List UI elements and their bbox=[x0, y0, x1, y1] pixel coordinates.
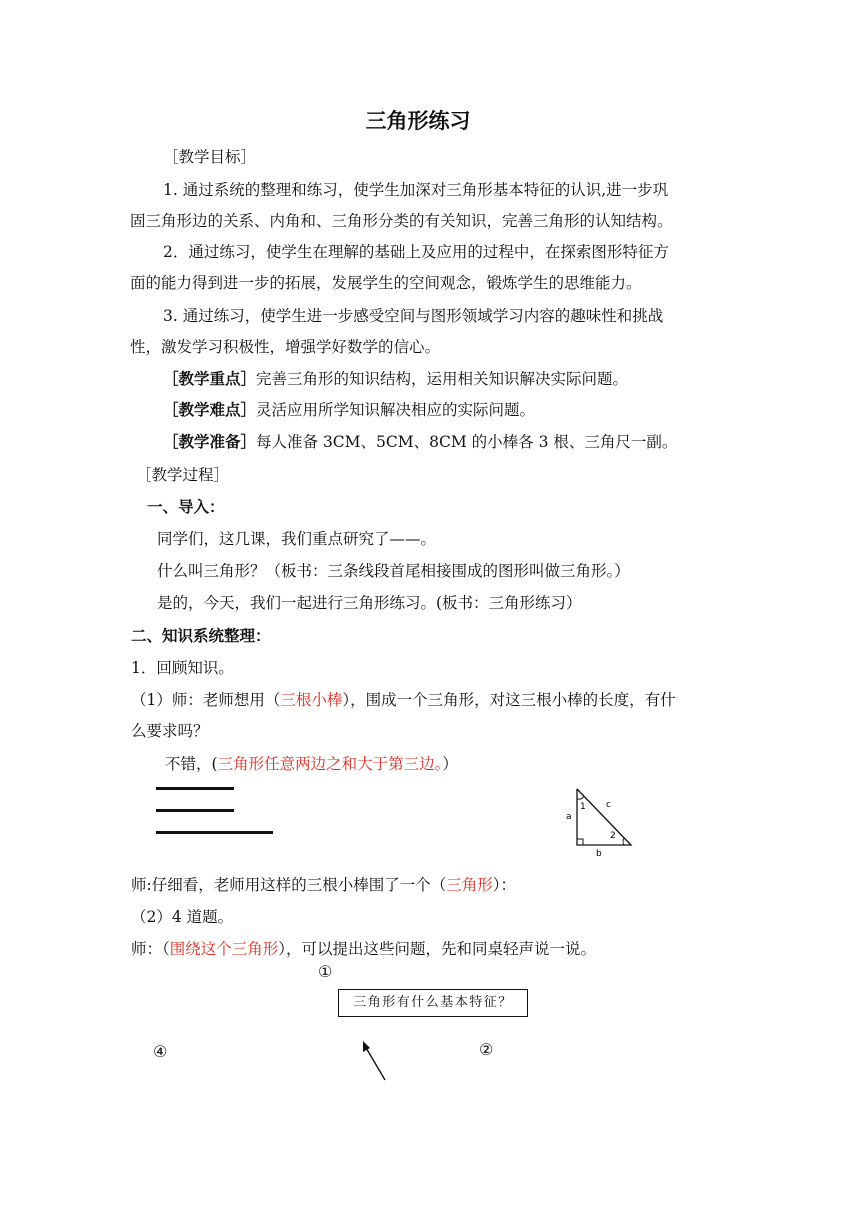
question-box-1: 三角形有什么基本特征？ bbox=[338, 989, 528, 1017]
look-pre: 师:仔细看，老师用这样的三根小棒围了一个（ bbox=[131, 876, 447, 894]
question-1-line-1 bbox=[131, 690, 676, 710]
answer-post: ） bbox=[442, 755, 458, 773]
side-c-label: c bbox=[606, 800, 611, 810]
objective-2-line-2: 面的能力得到进一步的拓展，发展学生的空间观念，锻炼学生的思维能力。 bbox=[130, 274, 642, 292]
arrow-shaft bbox=[365, 1046, 385, 1080]
objective-3-line-1: 3. 通过练习，使学生进一步感受空间与图形领域学习内容的趣味性和挑战 bbox=[163, 307, 664, 325]
answer-pre: 不错，( bbox=[165, 755, 218, 773]
side-b-label: b bbox=[596, 849, 602, 859]
process-heading: ［教学过程］ bbox=[136, 466, 230, 484]
look-line bbox=[131, 875, 516, 895]
look-post: ）： bbox=[492, 876, 517, 894]
key-point-label: ［教学重点］ bbox=[163, 369, 257, 388]
answer-line bbox=[165, 754, 458, 774]
item-1-review: 1．回顾知识。 bbox=[131, 659, 234, 677]
difficulty-label: ［教学难点］ bbox=[163, 400, 257, 419]
stick-long bbox=[156, 831, 273, 834]
right-angle-mark bbox=[577, 839, 583, 845]
objective-1-line-2: 固三角形边的关系、内角和、三角形分类的有关知识，完善三角形的认知结构。 bbox=[130, 212, 673, 230]
circled-number-1: ① bbox=[318, 962, 333, 981]
discuss-highlight: 围绕这个三角形 bbox=[169, 940, 279, 958]
stick-short-2 bbox=[156, 809, 234, 812]
angle-1-arc bbox=[577, 796, 584, 799]
discuss-pre: 师：（ bbox=[131, 940, 170, 958]
difficulty-text: 灵活应用所学知识解决相应的实际问题。 bbox=[256, 401, 536, 419]
intro-line-1: 同学们，这几课，我们重点研究了——。 bbox=[157, 530, 437, 548]
preparation-label: ［教学准备］ bbox=[163, 432, 257, 451]
section-2-heading: 二、知识系统整理： bbox=[131, 626, 271, 645]
discuss-post: ），可以提出这些问题，先和同桌轻声说一说。 bbox=[278, 940, 597, 958]
look-highlight: 三角形 bbox=[446, 876, 493, 894]
objective-3-line-2: 性，激发学习积极性，增强学好数学的信心。 bbox=[130, 338, 441, 356]
key-point-row bbox=[163, 369, 628, 389]
objectives-heading: ［教学目标］ bbox=[163, 148, 257, 166]
triangle-outline bbox=[577, 789, 631, 845]
side-a-label: a bbox=[566, 812, 572, 822]
objective-1-line-1: 1. 通过系统的整理和练习，使学生加深对三角形基本特征的认识,进一步巩 bbox=[163, 181, 669, 199]
circled-number-4: ④ bbox=[153, 1042, 168, 1061]
angle-2-arc bbox=[623, 838, 624, 845]
key-point-text: 完善三角形的知识结构，运用相关知识解决实际问题。 bbox=[256, 370, 629, 388]
section-1-heading: 一、导入： bbox=[147, 497, 225, 516]
angle-1-label: 1 bbox=[580, 802, 586, 812]
angle-2-label: 2 bbox=[610, 831, 616, 841]
question-1-post: ），围成一个三角形，对这三根小棒的长度，有什 bbox=[342, 691, 676, 709]
difficulty-row bbox=[163, 400, 535, 420]
intro-line-2: 什么叫三角形？（板书：三条线段首尾相接围成的图形叫做三角形。） bbox=[157, 562, 630, 580]
arrow-head bbox=[363, 1041, 370, 1052]
question-1-highlight: 三根小棒 bbox=[280, 691, 343, 709]
right-triangle-figure bbox=[561, 787, 641, 859]
objective-2-line-1: 2．通过练习，使学生在理解的基础上及应用的过程中，在探索图形特征方 bbox=[163, 243, 669, 261]
preparation-row bbox=[163, 432, 677, 452]
discuss-line bbox=[131, 939, 596, 959]
answer-highlight: 三角形任意两边之和大于第三边。 bbox=[217, 755, 443, 773]
question-1-line-2: 么要求吗？ bbox=[131, 722, 209, 740]
question-1-pre: （1）师：老师想用（ bbox=[131, 691, 281, 709]
circled-number-2: ② bbox=[479, 1040, 494, 1059]
stick-short-1 bbox=[156, 787, 234, 790]
intro-line-3: 是的，今天，我们一起进行三角形练习。(板书：三角形练习） bbox=[157, 594, 582, 612]
preparation-text: 每人准备 3CM、5CM、8CM 的小棒各 3 根、三角尺一副。 bbox=[256, 433, 678, 451]
page-title: 三角形练习 bbox=[365, 109, 471, 133]
arrow-graphic bbox=[358, 1036, 398, 1086]
question-2-line: （2）4 道题。 bbox=[131, 908, 234, 926]
